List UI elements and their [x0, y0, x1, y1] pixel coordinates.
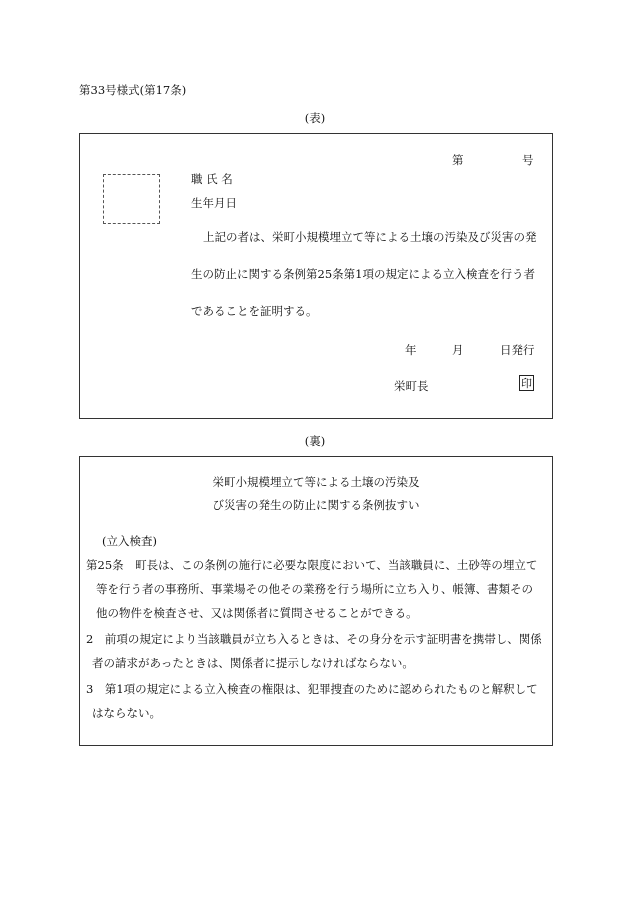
issuer: 栄町長 — [394, 379, 429, 393]
article-line-4: 2 前項の規定により当該職員が立ち入るときは、その身分を示す証明書を携帯し、関係 — [86, 632, 542, 646]
number-prefix: 第 — [452, 153, 464, 167]
front-body-line-2: 生の防止に関する条例第25条第1項の規定による立入検査を行う者 — [191, 267, 535, 281]
back-heading: (裏) — [304, 434, 326, 448]
article-line-5: 者の請求があったときは、関係者に提示しなければならない。 — [92, 656, 414, 670]
number-suffix: 号 — [522, 153, 534, 167]
form-number: 第33号様式(第17条) — [79, 83, 187, 97]
article-line-6: 3 第1項の規定による立入検査の権限は、犯罪捜査のために認められたものと解釈して — [86, 682, 538, 696]
back-title-line-1: 栄町小規模埋立て等による土壌の汚染及 — [212, 475, 420, 489]
article-line-7: はならない。 — [92, 706, 161, 720]
front-body-line-1: 上記の者は、栄町小規模埋立て等による土壌の汚染及び災害の発 — [203, 230, 537, 244]
front-heading: (表) — [304, 111, 326, 125]
date-issue: 日発行 — [500, 343, 535, 357]
article-line-3: 他の物件を検査させ、又は関係者に質問させることができる。 — [96, 606, 418, 620]
seal-box: 印 — [521, 376, 532, 390]
front-body-line-3: であることを証明する。 — [191, 304, 318, 318]
section-caption: (立入検査) — [102, 534, 157, 548]
date-year: 年 — [405, 343, 417, 357]
article-line-2: 等を行う者の事務所、事業場その他その業務を行う場所に立ち入り、帳簿、書類その — [96, 582, 533, 596]
birth-label: 生年月日 — [191, 196, 237, 210]
date-month: 月 — [452, 343, 464, 357]
back-title-line-2: び災害の発生の防止に関する条例抜すい — [212, 498, 420, 512]
name-label: 職 氏 名 — [191, 172, 233, 186]
photo-placeholder — [103, 174, 160, 224]
article-line-1: 第25条 町長は、この条例の施行に必要な限度において、当該職員に、土砂等の埋立て — [86, 558, 538, 572]
